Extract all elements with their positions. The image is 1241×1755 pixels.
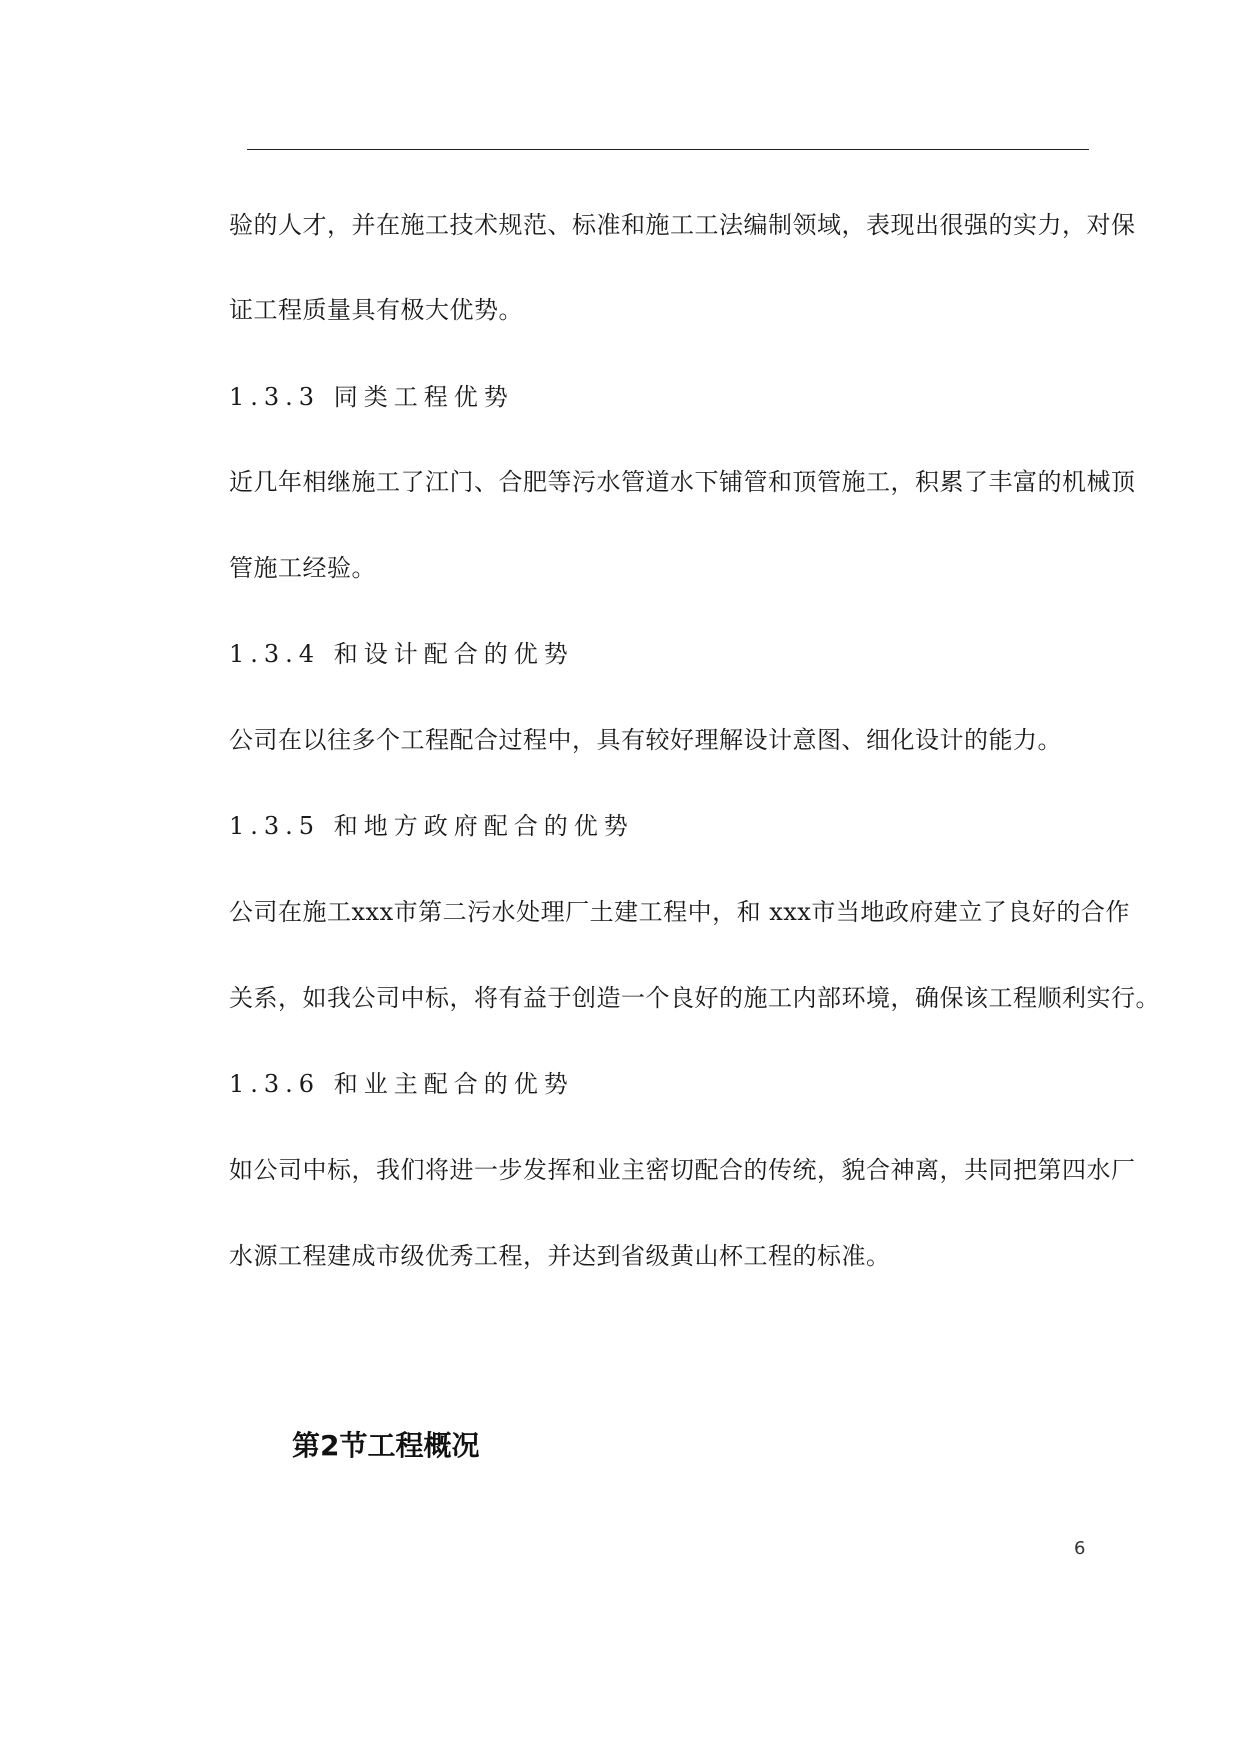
paragraph-line: 如公司中标，我们将进一步发挥和业主密切配合的传统，貌合神离，共同把第四水厂: [229, 1156, 1136, 1184]
paragraph-line: 证工程质量具有极大优势。: [229, 296, 523, 324]
subsection-heading-1-3-3: 1.3.3 同类工程优势: [229, 383, 514, 411]
header-rule: [247, 149, 1089, 150]
section-title: 第2节工程概况: [292, 1429, 480, 1462]
subsection-heading-1-3-4: 1.3.4 和设计配合的优势: [229, 640, 574, 668]
paragraph-line: 水源工程建成市级优秀工程，并达到省级黄山杯工程的标准。: [229, 1242, 891, 1270]
paragraph-line: 关系，如我公司中标，将有益于创造一个良好的施工内部环境，确保该工程顺利实行。: [229, 984, 1160, 1012]
subsection-heading-1-3-5: 1.3.5 和地方政府配合的优势: [229, 812, 634, 840]
paragraph-line: 公司在以往多个工程配合过程中，具有较好理解设计意图、细化设计的能力。: [229, 726, 1062, 754]
paragraph-line: 管施工经验。: [229, 554, 376, 582]
subsection-heading-1-3-6: 1.3.6 和业主配合的优势: [229, 1070, 574, 1098]
paragraph-line: 公司在施工xxx市第二污水处理厂土建工程中，和 xxx市当地政府建立了良好的合作: [229, 898, 1130, 926]
paragraph-line: 近几年相继施工了江门、合肥等污水管道水下铺管和顶管施工，积累了丰富的机械顶: [229, 468, 1136, 496]
paragraph-line: 验的人才，并在施工技术规范、标准和施工工法编制领域，表现出很强的实力，对保: [229, 211, 1136, 239]
page-number: 6: [1074, 1538, 1086, 1559]
